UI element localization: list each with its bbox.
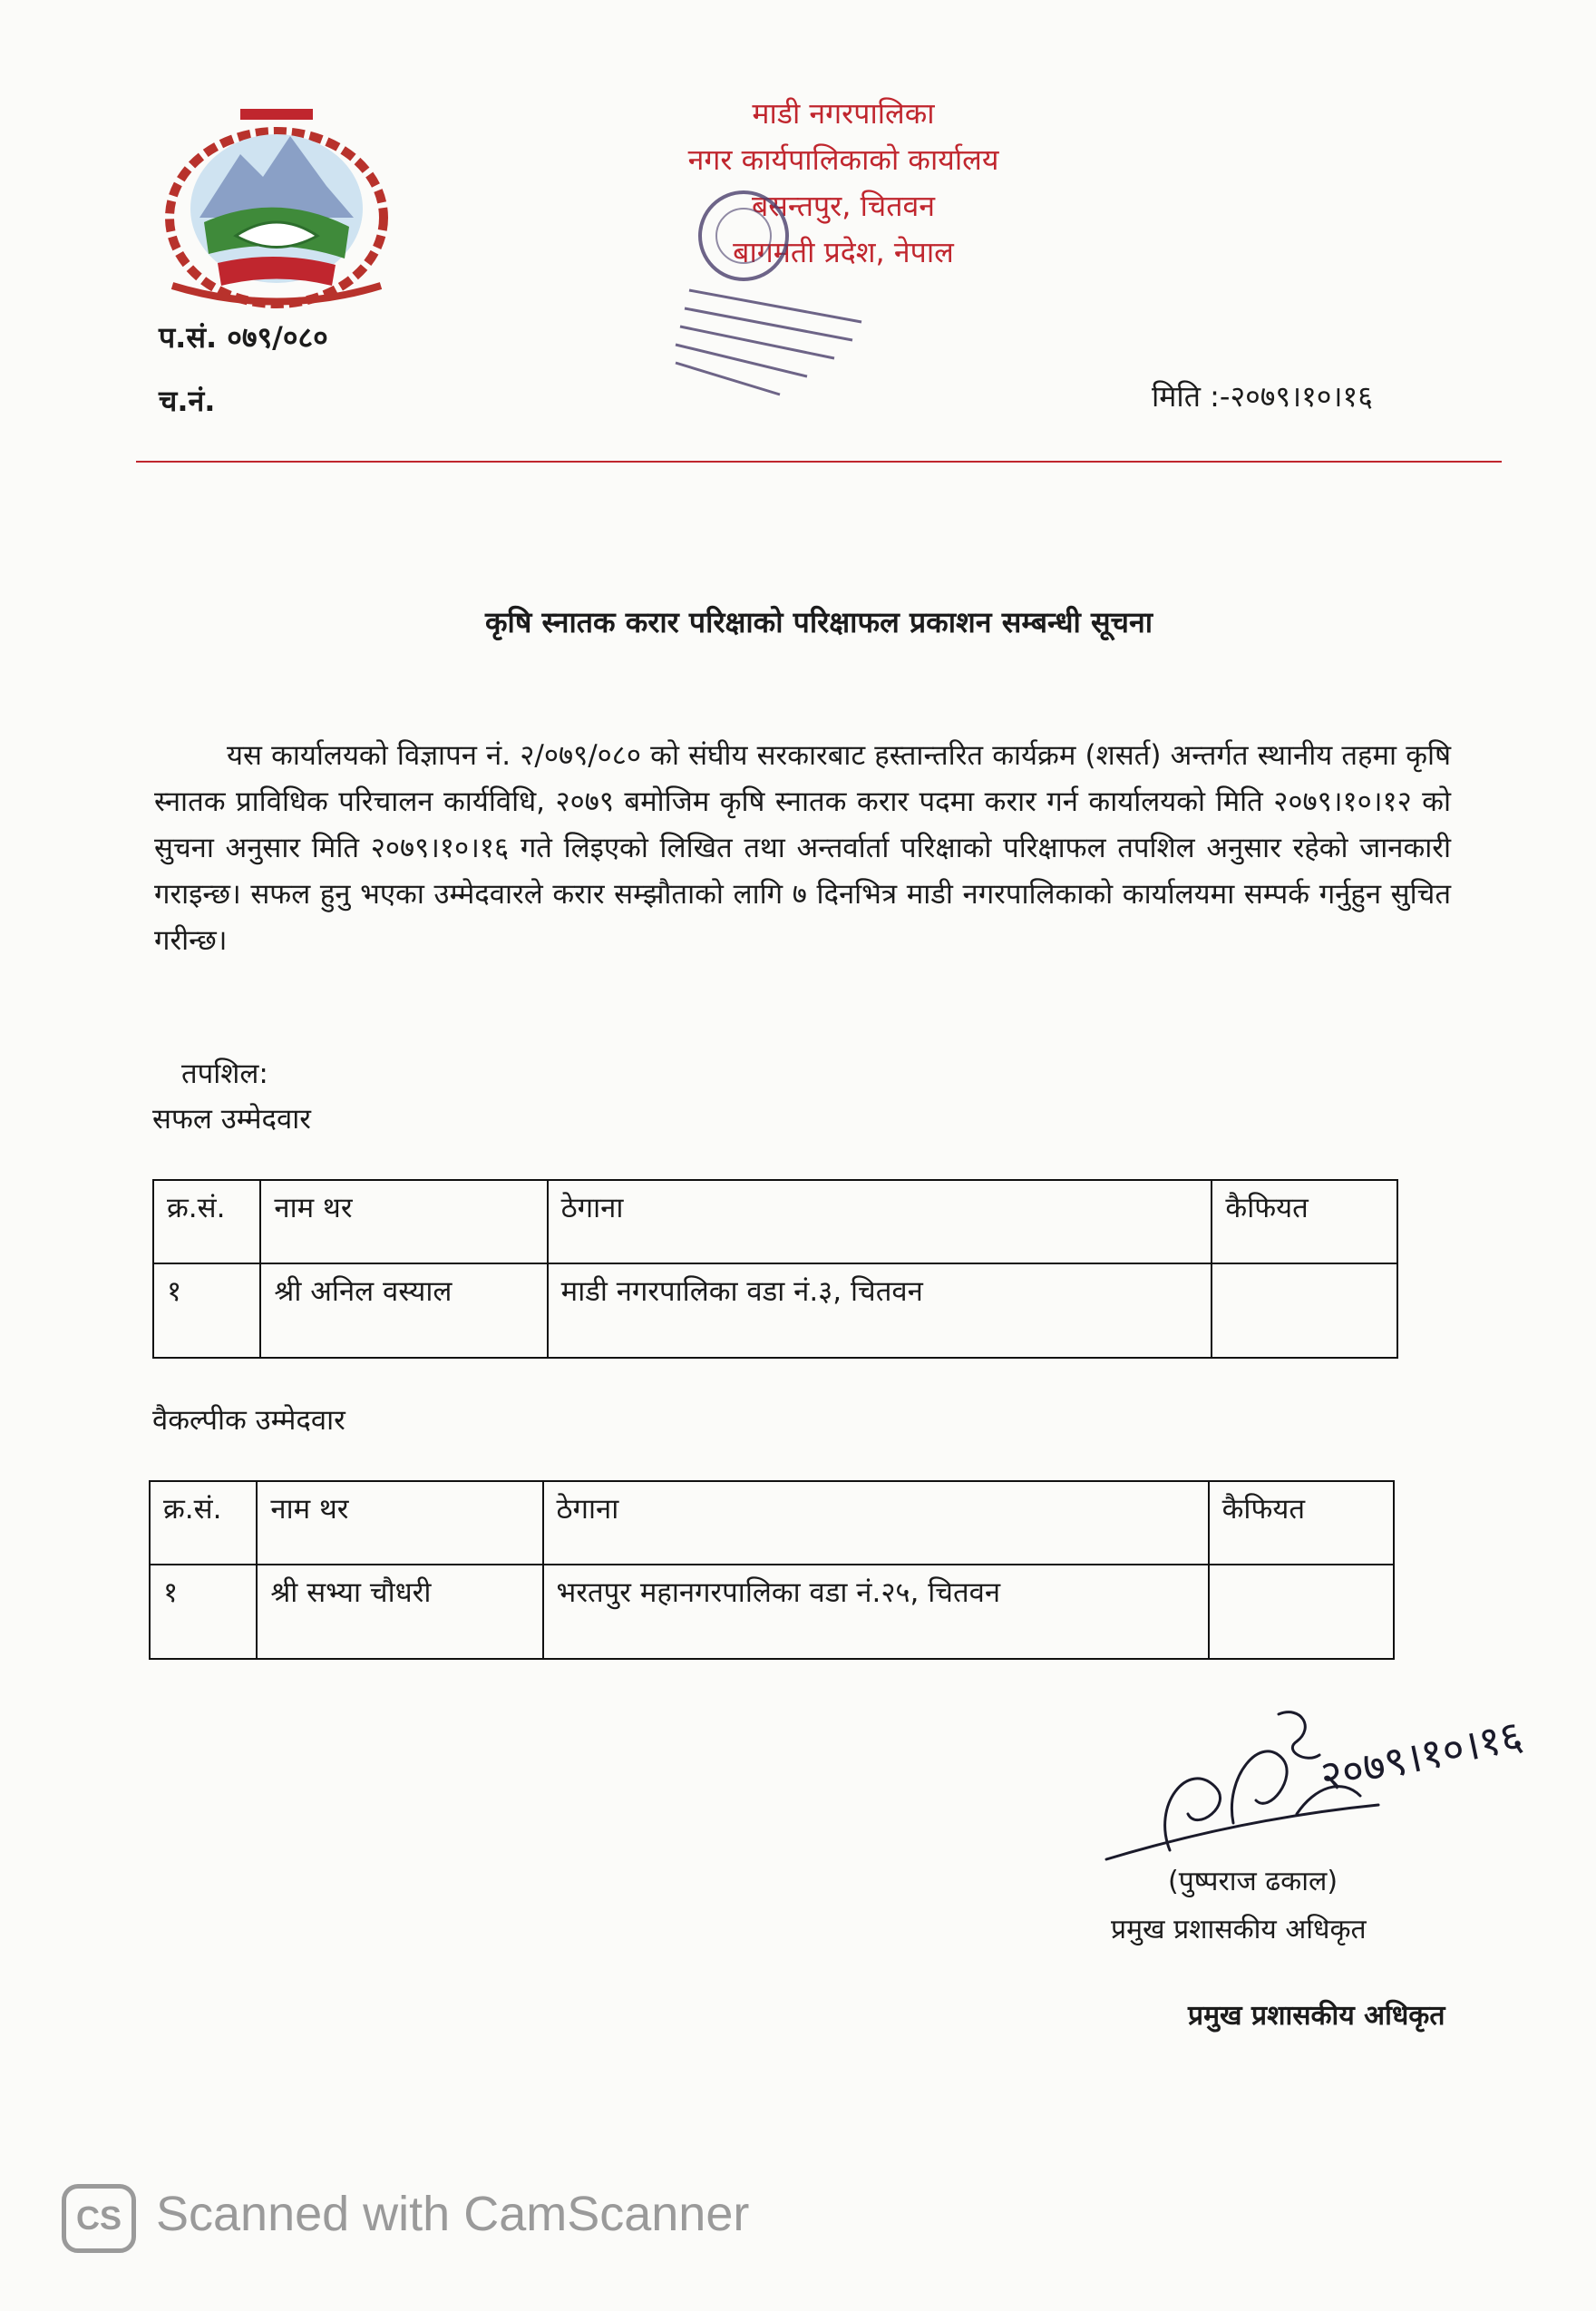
- municipality-name: माडी नगरपालिका: [752, 96, 935, 131]
- dispatch-number: च.नं.: [159, 384, 216, 418]
- cell-sn: १: [150, 1565, 257, 1659]
- office-stamp: [635, 172, 934, 408]
- column-header-name: नाम थर: [260, 1180, 547, 1263]
- camscanner-logo: CS: [62, 2184, 136, 2253]
- table-row: [150, 1565, 1394, 1659]
- cell-sn: १: [153, 1263, 260, 1358]
- column-header-remarks: कैफियत: [1209, 1481, 1394, 1565]
- camscanner-watermark: Scanned with CamScanner: [156, 2187, 750, 2241]
- signer-name: (पुष्पराज ढकाल): [1168, 1866, 1338, 1897]
- alternate-candidate-heading: वैकल्पीक उम्मेदवार: [152, 1404, 345, 1437]
- issue-date: मिति :-२०७९।१०।१६: [1152, 379, 1373, 414]
- header-divider: [136, 461, 1502, 463]
- table-header-row: [153, 1180, 1397, 1263]
- column-header-sn: क्र.सं.: [153, 1180, 260, 1263]
- office-province: बागमती प्रदेश, नेपाल: [733, 235, 954, 269]
- nepal-emblem: [154, 100, 399, 308]
- successful-candidate-table: [152, 1179, 1398, 1359]
- cell-name: श्री सभ्या चौधरी: [257, 1565, 542, 1659]
- reference-number: प.सं. ०७९/०८०: [159, 320, 328, 355]
- table-row: [153, 1263, 1397, 1358]
- signature-date: २०७९।१०।१६: [1316, 1710, 1527, 1801]
- cell-address: माडी नगरपालिका वडा नं.३, चितवन: [548, 1263, 1212, 1358]
- successful-candidate-heading: सफल उम्मेदवार: [152, 1103, 311, 1136]
- office-name: नगर कार्यपालिकाको कार्यालय: [687, 142, 999, 177]
- signer-title: प्रमुख प्रशासकीय अधिकृत: [1111, 1914, 1367, 1945]
- notice-body: यस कार्यालयको विज्ञापन नं. २/०७९/०८० को संघीय सरकारबाट हस्तान्तरित कार्यक्रम (शसर्त) अन्तर्गत स्थानीय तहमा कृषि स्नातक प्राविधिक परिचालन कार्यविधि, २०७९ बमोजिम कृषि स्नातक करार पदमा करार गर्न कार्यालयको मिति २०७९।१०।१२ को सुचना अनुसार मिति २०७९।१०।१६ गते लिइएको लिखित तथा अन्तर्वार्ता परिक्षाको परिक्षाफल तपशिल अनुसार रहेको जानकारी गराइन्छ। सफल हुनु भएका उम्मेदवारले करार सम्झौताको लागि ७ दिनभित्र माडी नगरपालिकाको कार्यालयमा सम्पर्क गर्नुहुन सुचित गरीन्छ।: [154, 739, 1451, 957]
- column-header-address: ठेगाना: [543, 1481, 1209, 1565]
- column-header-sn: क्र.सं.: [150, 1481, 257, 1565]
- details-label: तपशिल:: [181, 1058, 268, 1090]
- notice-title: कृषि स्नातक करार परिक्षाको परिक्षाफल प्रकाशन सम्बन्धी सूचना: [484, 605, 1153, 639]
- cell-address: भरतपुर महानगरपालिका वडा नं.२५, चितवन: [543, 1565, 1209, 1659]
- table-header-row: [150, 1481, 1394, 1565]
- cell-remarks: [1209, 1565, 1394, 1659]
- signer-title-repeat: प्रमुख प्रशासकीय अधिकृत: [1188, 2000, 1445, 2032]
- cell-name: श्री अनिल वस्याल: [260, 1263, 547, 1358]
- office-location: बसन्तपुर, चितवन: [751, 189, 935, 223]
- column-header-remarks: कैफियत: [1212, 1180, 1397, 1263]
- alternate-candidate-table: [149, 1480, 1395, 1660]
- column-header-address: ठेगाना: [548, 1180, 1212, 1263]
- column-header-name: नाम थर: [257, 1481, 542, 1565]
- cell-remarks: [1212, 1263, 1397, 1358]
